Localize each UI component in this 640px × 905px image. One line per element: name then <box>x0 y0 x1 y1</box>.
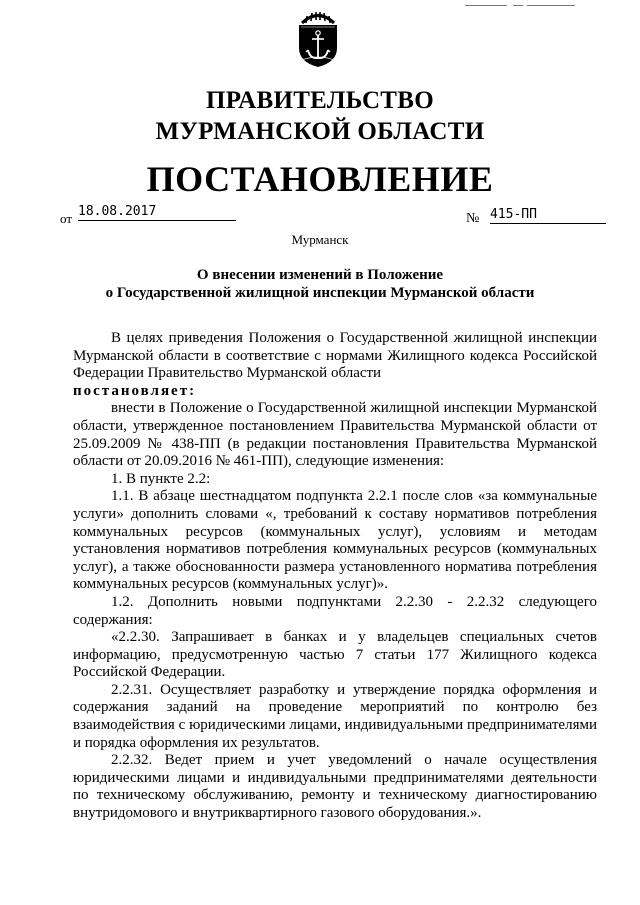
city: Мурманск <box>291 232 349 247</box>
government-title-line2: МУРМАНСКОЙ ОБЛАСТИ <box>155 118 485 145</box>
document-body <box>73 330 597 823</box>
date-prefix: от <box>60 211 73 226</box>
document-number: 415-ПП <box>490 207 606 224</box>
coat-of-arms-icon <box>294 10 342 68</box>
government-title-line1: ПРАВИТЕЛЬСТВО <box>206 87 434 114</box>
subject-line2: о Государственной жилищной инспекции Мурманской области <box>105 285 535 301</box>
item-1: 1. В пункте 2.2: <box>111 470 211 487</box>
item-1-2: 1.2. Дополнить новыми подпунктами 2.2.30 - 2.2.32 следующего содержания: <box>73 593 597 628</box>
document-type: ПОСТАНОВЛЕНИЕ <box>146 159 494 199</box>
document-date: 18.08.2017 <box>78 204 236 221</box>
document-subject <box>0 266 640 302</box>
preamble-text: В целях приведения Положения о Государственной жилищной инспекции Мурманской области в соответствие с нормами Жилищного кодекса Российской Федерации Правительство Мурманской области <box>73 330 597 382</box>
subject-line1: О внесении изменений в Положение <box>196 267 444 283</box>
subitem-2-2-32: 2.2.32. Ведет прием и учет уведомлений о начале осуществления юридическими лицами и индивидуальными предпринимателями деятельности по техническому обслуживанию, ремонту и техническому диагностированию внутридомового и внутриквартирного газового оборудования.». <box>73 752 597 822</box>
subitem-2-2-30: «2.2.30. Запрашивает в банках и у владельцев специальных счетов информацию, предусмотренную частью 7 статьи 177 Жилищного кодекса Российской Федерации. <box>73 629 597 681</box>
subitem-2-2-31: 2.2.31. Осуществляет разработку и утверждение порядка оформления и содержания заданий на проведение мероприятий по контролю без взаимодействия с юридическими лицами, индивидуальными предпринимателями и порядка оформления их результатов. <box>73 681 597 751</box>
number-prefix: № <box>466 211 480 226</box>
item-1-1: 1.1. В абзаце шестнадцатом подпункта 2.2.1 после слов «за коммунальные услуги» дополнить словами «, требований к составу нормативов потребления коммунальных ресурсов (коммунальных услуг), условиям и методам установления нормативов потребления коммунальных ресурсов (коммунальных услуг), а также обоснованности размера установленного норматива потребления коммунальных ресурсов (коммунальных услуг)». <box>73 488 597 593</box>
intro-paragraph: внести в Положение о Государственной жилищной инспекции Мурманской области, утвержденное постановлением Правительства Мурманской области от 25.09.2009 № 438-ПП (в редакции постановления Правительства Мурманской области от 20.09.2016 № 461-ПП), следующие изменения: <box>73 400 597 470</box>
decree-word: постановляет: <box>73 382 197 399</box>
government-title <box>0 85 640 147</box>
preamble-paragraph <box>73 330 597 400</box>
corner-lines <box>465 5 585 15</box>
